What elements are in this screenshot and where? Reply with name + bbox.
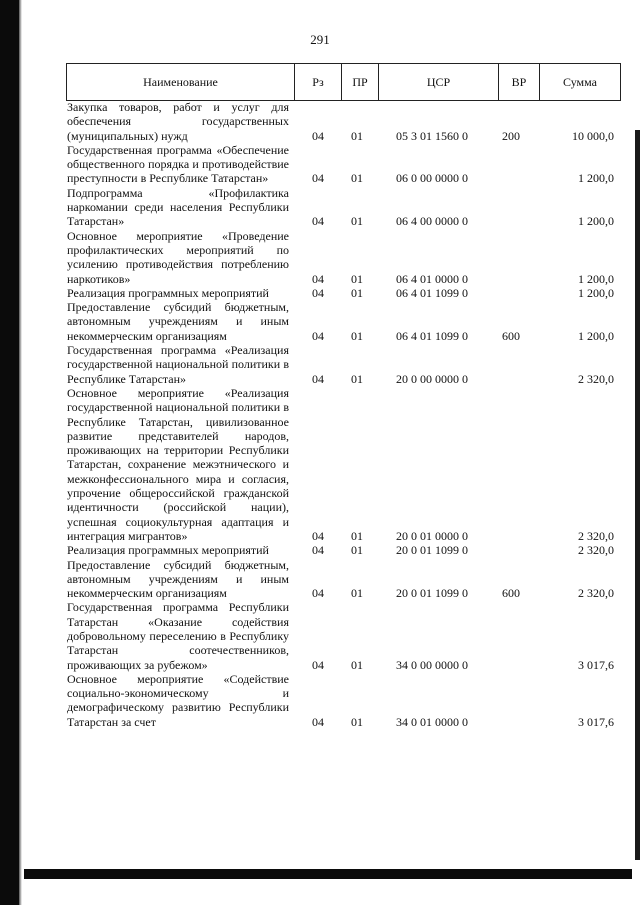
row-pr: 01 bbox=[351, 586, 363, 601]
row-pr: 01 bbox=[351, 543, 363, 558]
row-sum: 1 200,0 bbox=[578, 328, 614, 343]
row-csr: 05 3 01 1560 0 bbox=[396, 128, 468, 143]
row-vr bbox=[489, 372, 533, 386]
row-rz: 04 bbox=[312, 128, 324, 143]
row-rz: 04 bbox=[312, 371, 324, 386]
row-rz: 04 bbox=[312, 285, 324, 300]
page-number: 291 bbox=[310, 32, 330, 47]
row-rz: 04 bbox=[312, 214, 324, 229]
row-rz: 04 bbox=[312, 271, 324, 286]
table-row bbox=[67, 672, 620, 729]
row-csr: 06 0 00 0000 0 bbox=[396, 171, 468, 186]
header-rz: Рз bbox=[295, 64, 342, 100]
row-sum: 2 320,0 bbox=[578, 528, 614, 543]
row-sum: 2 320,0 bbox=[578, 586, 614, 601]
row-values bbox=[293, 272, 620, 286]
table-row bbox=[67, 343, 620, 386]
row-name: Закупка товаров, работ и услуг для обеспечения государственных (муниципальных) нужд bbox=[67, 100, 289, 143]
header-pr: ПР bbox=[342, 64, 379, 100]
scan-left-edge bbox=[19, 0, 22, 905]
row-vr: 600 bbox=[502, 328, 520, 343]
row-csr: 20 0 01 0000 0 bbox=[396, 528, 468, 543]
row-sum: 10 000,0 bbox=[572, 128, 614, 143]
row-vr bbox=[489, 715, 533, 729]
header-vr: ВР bbox=[499, 64, 540, 100]
row-sum: 2 320,0 bbox=[578, 371, 614, 386]
row-name: Предоставление субсидий бюджетным, автономным учреждениям и иным некоммерческим организациям bbox=[67, 300, 289, 343]
row-name: Реализация программных мероприятий bbox=[67, 543, 269, 558]
row-values bbox=[293, 171, 620, 185]
row-values bbox=[293, 329, 620, 343]
row-pr: 01 bbox=[351, 714, 363, 729]
row-vr bbox=[489, 214, 533, 228]
row-pr: 01 bbox=[351, 171, 363, 186]
row-name: Основное мероприятие «Проведение профилактических мероприятий по усилению противодействия потреблению наркотиков» bbox=[67, 228, 289, 286]
row-name: Предоставление субсидий бюджетным, автономным учреждениям и иным некоммерческим организациям bbox=[67, 557, 289, 601]
header-sum: Сумма bbox=[563, 74, 597, 89]
row-vr: 600 bbox=[502, 586, 520, 601]
row-values bbox=[293, 214, 620, 228]
row-pr: 01 bbox=[351, 271, 363, 286]
row-vr bbox=[489, 658, 533, 672]
row-csr: 34 0 00 0000 0 bbox=[396, 657, 468, 672]
row-csr: 06 4 01 0000 0 bbox=[396, 271, 468, 286]
row-pr: 01 bbox=[351, 528, 363, 543]
row-vr bbox=[489, 171, 533, 185]
scan-left-margin bbox=[0, 0, 19, 905]
row-name: Государственная программа «Реализация государственной национальной политики в Республике Татарстан» bbox=[67, 343, 289, 386]
row-vr bbox=[489, 286, 533, 300]
row-sum: 1 200,0 bbox=[578, 214, 614, 229]
row-name: Государственная программа Республики Татарстан «Оказание содействия добровольному переселению в Республику Татарстан соотечественников, проживающих за рубежом» bbox=[67, 600, 289, 672]
table-body bbox=[67, 100, 620, 729]
row-csr: 06 4 00 0000 0 bbox=[396, 214, 468, 229]
table-row bbox=[67, 143, 620, 186]
row-rz: 04 bbox=[312, 543, 324, 558]
row-values bbox=[293, 129, 620, 143]
row-values bbox=[293, 372, 620, 386]
row-csr: 06 4 01 1099 0 bbox=[396, 328, 468, 343]
row-csr: 20 0 00 0000 0 bbox=[396, 371, 468, 386]
row-name: Основное мероприятие «Содействие социально-экономическому и демографическому развитию Республики Татарстан за счет bbox=[67, 671, 289, 729]
row-sum: 1 200,0 bbox=[578, 171, 614, 186]
row-sum: 3 017,6 bbox=[578, 714, 614, 729]
row-values bbox=[293, 715, 620, 729]
row-vr bbox=[489, 543, 533, 557]
row-vr: 200 bbox=[502, 128, 520, 143]
row-rz: 04 bbox=[312, 328, 324, 343]
row-sum: 1 200,0 bbox=[578, 285, 614, 300]
table-row bbox=[67, 600, 620, 671]
row-pr: 01 bbox=[351, 657, 363, 672]
row-csr: 34 0 01 0000 0 bbox=[396, 714, 468, 729]
row-pr: 01 bbox=[351, 285, 363, 300]
scan-bottom-bar bbox=[24, 869, 632, 879]
row-rz: 04 bbox=[312, 528, 324, 543]
row-name: Государственная программа «Обеспечение общественного порядка и противодействие преступности в Республике Татарстан» bbox=[67, 142, 289, 186]
row-pr: 01 bbox=[351, 328, 363, 343]
row-vr bbox=[489, 529, 533, 543]
row-rz: 04 bbox=[312, 171, 324, 186]
row-pr: 01 bbox=[351, 371, 363, 386]
row-sum: 1 200,0 bbox=[578, 271, 614, 286]
row-csr: 20 0 01 1099 0 bbox=[396, 543, 468, 558]
row-sum: 2 320,0 bbox=[578, 543, 614, 558]
row-csr: 20 0 01 1099 0 bbox=[396, 586, 468, 601]
row-name: Основное мероприятие «Реализация государственной национальной политики в Республике Татарстан, цивилизованное развитие представителей народов, проживающих на территории Республики Татарстан, сохранение межэтнического и межконфессионального мира и согласия, упрочение общероссийской гражданской идентичности (российской нации), успешная социокультурная адаптация и интеграция мигрантов» bbox=[67, 385, 289, 543]
row-values bbox=[293, 286, 620, 300]
table-row bbox=[67, 300, 620, 343]
row-values bbox=[293, 658, 620, 672]
row-values bbox=[293, 543, 620, 557]
table-row bbox=[67, 186, 620, 229]
row-values bbox=[293, 586, 620, 600]
row-name: Подпрограмма «Профилактика наркомании среди населения Республики Татарстан» bbox=[67, 185, 289, 229]
row-pr: 01 bbox=[351, 214, 363, 229]
table-row bbox=[67, 558, 620, 601]
table-row bbox=[67, 386, 620, 543]
row-rz: 04 bbox=[312, 586, 324, 601]
row-pr: 01 bbox=[351, 128, 363, 143]
table-header bbox=[66, 63, 621, 101]
row-sum: 3 017,6 bbox=[578, 657, 614, 672]
header-csr: ЦСР bbox=[379, 64, 499, 100]
row-values bbox=[293, 529, 620, 543]
header-name: Наименование bbox=[67, 64, 295, 100]
table-row bbox=[67, 543, 620, 557]
scan-right-margin bbox=[635, 130, 640, 860]
table-row bbox=[67, 286, 620, 300]
table-row bbox=[67, 229, 620, 286]
table-row bbox=[67, 100, 620, 143]
row-rz: 04 bbox=[312, 714, 324, 729]
row-rz: 04 bbox=[312, 657, 324, 672]
row-name: Реализация программных мероприятий bbox=[67, 285, 269, 300]
row-vr bbox=[489, 272, 533, 286]
row-csr: 06 4 01 1099 0 bbox=[396, 285, 468, 300]
